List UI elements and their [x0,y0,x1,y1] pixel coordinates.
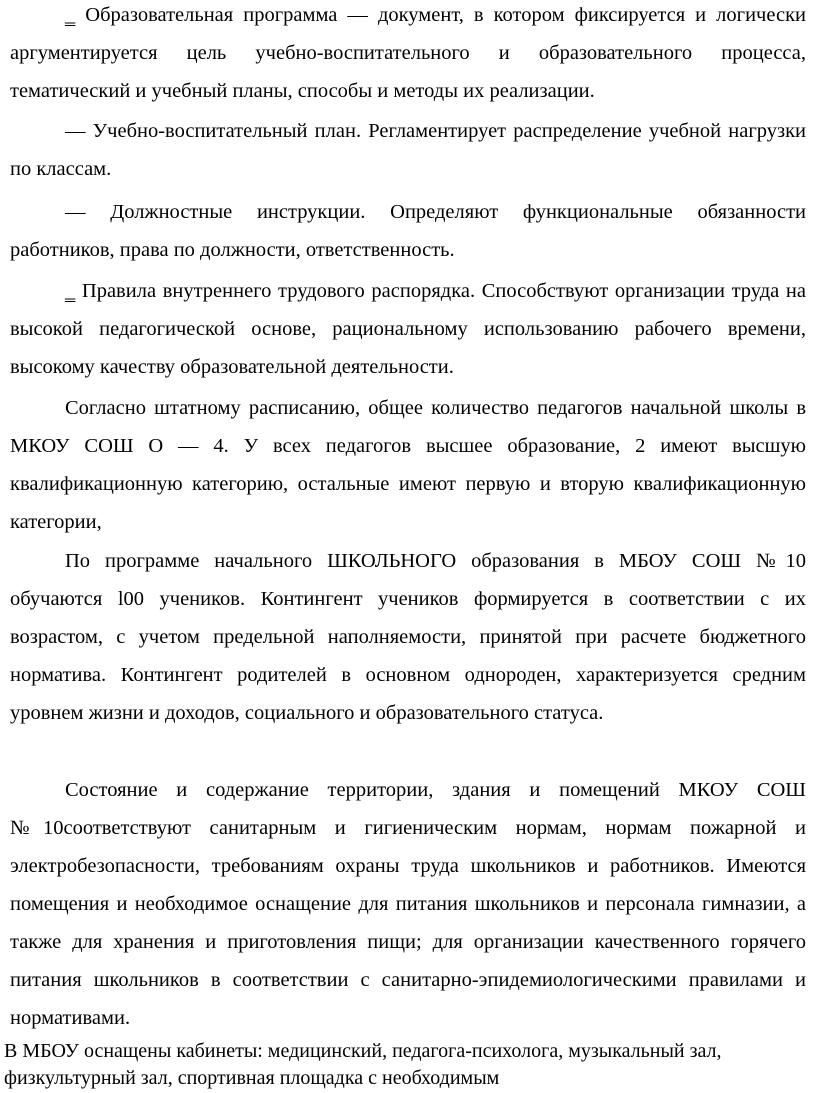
paragraph-premises: Состояние и содержание территории, здания и помещений МКОУ СОШ №10соответствуют санитарным и гигиеническим нормам, нормам пожарной и электробезопасности, требованиям охраны труда школьников и работников. Имеются помещения и необходимое оснащение для питания школьников и персонала гимназии, а также для хранения и приготовления пищи; для организации качественного горячего питания школьников в соответствии с санитарно-эпидемиологическими правилами и нормативами. [10,779,806,1029]
paragraph-educational-program: ‗ Образовательная программа — документ, в котором фиксируется и логически аргументируется цель учебно-воспитательного и образовательного процесса, тематический и учебный планы, способы и методы их реализации. [10,4,806,102]
paragraph-equipped-rooms: В МБОУ оснащены кабинеты: медицинский, педагога-психолога, музыкальный зал, физкультурный зал, спортивная площадка с необходимым [4,1040,722,1089]
paragraph-job-instructions: — Должностные инструкции. Определяют функциональные обязанности работников, права по должности, ответственность. [10,201,806,261]
paragraph-students: По программе начального ШКОЛЬНОГО образования в МБОУ СОШ №10 обучаются l00 учеников. Контингент учеников формируется в соответствии с их возрастом, с учетом предельной наполняемости, принятой при расчете бюджетного норматива. Контингент родителей в основном однороден, характеризуется средним уровнем жизни и доходов, социального и образовательного статуса. [10,550,806,724]
paragraph-study-plan: — Учебно-воспитательный план. Регламентирует распределение учебной нагрузки по классам. [10,120,806,180]
paragraph-labor-rules: ‗ Правила внутреннего трудового распорядка. Способствуют организации труда на высокой педагогической основе, рациональному использованию рабочего времени, высокому качеству образовательной деятельности. [10,280,806,378]
paragraph-staffing: Согласно штатному расписанию, общее количество педагогов начальной школы в МКОУ СОШ О — 4. У всех педагогов высшее образование, 2 имеют высшую квалификационную категорию, остальные имеют первую и вторую квалификационную категории, [10,397,806,533]
